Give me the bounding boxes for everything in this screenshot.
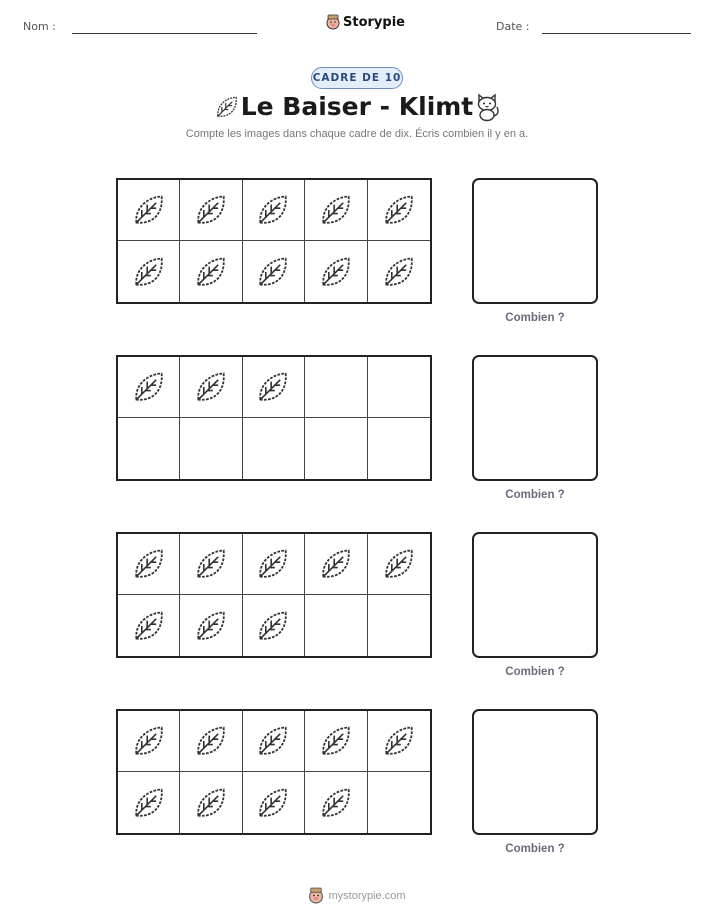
frame-cell	[368, 534, 430, 595]
frame-cell	[118, 534, 180, 595]
leaf-icon	[381, 192, 417, 228]
leaf-icon	[131, 192, 167, 228]
frame-cell	[368, 595, 430, 656]
leaf-icon	[131, 723, 167, 759]
frame-cell	[305, 711, 367, 772]
ten-frame-2	[116, 355, 432, 481]
leaf-icon	[193, 785, 229, 821]
leaf-icon	[318, 723, 354, 759]
frame-cell	[180, 180, 242, 241]
count-prompt-1: Combien ?	[505, 312, 565, 324]
frame-cell	[180, 772, 242, 833]
answer-box-3[interactable]	[472, 532, 598, 658]
frame-cell	[180, 595, 242, 656]
leaf-icon	[381, 546, 417, 582]
count-prompt-3: Combien ?	[505, 666, 565, 678]
name-line[interactable]	[72, 33, 257, 34]
leaf-icon	[318, 192, 354, 228]
leaf-icon	[255, 785, 291, 821]
frame-cell	[180, 711, 242, 772]
date-label: Date :	[496, 20, 530, 33]
frame-cell	[118, 357, 180, 418]
frame-cell	[368, 418, 430, 479]
leaf-icon	[193, 608, 229, 644]
frame-cell	[368, 772, 430, 833]
leaf-icon	[193, 254, 229, 290]
leaf-icon	[255, 546, 291, 582]
leaf-icon	[381, 723, 417, 759]
frame-cell	[305, 241, 367, 302]
ten-frame-3	[116, 532, 432, 658]
leaf-icon	[131, 546, 167, 582]
pig-logo-icon	[326, 14, 340, 30]
frame-cell	[305, 534, 367, 595]
leaf-icon	[255, 723, 291, 759]
frame-cell	[243, 418, 305, 479]
frame-cell	[305, 418, 367, 479]
frame-cell	[243, 534, 305, 595]
answer-box-4[interactable]	[472, 709, 598, 835]
footer	[0, 887, 714, 904]
date-line[interactable]	[542, 33, 691, 34]
cat-icon	[473, 92, 501, 127]
footer-url: mystorypie.com	[328, 889, 406, 902]
frame-cell	[243, 711, 305, 772]
leaf-icon	[131, 608, 167, 644]
frame-cell	[368, 711, 430, 772]
answer-box-1[interactable]	[472, 178, 598, 304]
frame-cell	[118, 711, 180, 772]
leaf-icon	[193, 192, 229, 228]
frame-cell	[180, 357, 242, 418]
name-label: Nom :	[23, 20, 56, 33]
frame-cell	[305, 595, 367, 656]
frame-cell	[243, 180, 305, 241]
frame-cell	[180, 241, 242, 302]
frame-cell	[118, 772, 180, 833]
frame-cell	[180, 534, 242, 595]
leaf-icon	[193, 546, 229, 582]
frame-cell	[118, 595, 180, 656]
leaf-icon	[193, 723, 229, 759]
ten-frame-4	[116, 709, 432, 835]
pig-logo-icon	[308, 887, 324, 904]
leaf-icon	[131, 369, 167, 405]
answer-box-2[interactable]	[472, 355, 598, 481]
frame-cell	[305, 180, 367, 241]
leaf-icon	[255, 369, 291, 405]
page-title: Le Baiser - Klimt	[240, 92, 474, 121]
frame-cell	[368, 180, 430, 241]
leaf-icon	[255, 608, 291, 644]
leaf-icon	[193, 369, 229, 405]
ten-frame-1	[116, 178, 432, 304]
frame-cell	[118, 418, 180, 479]
count-prompt-2: Combien ?	[505, 489, 565, 501]
frame-cell	[243, 595, 305, 656]
frame-cell	[243, 357, 305, 418]
brand-logo	[326, 14, 405, 30]
frame-cell	[305, 357, 367, 418]
brand-name: Storypie	[343, 14, 405, 30]
leaf-icon	[131, 254, 167, 290]
leaf-icon	[318, 254, 354, 290]
instructions: Compte les images dans chaque cadre de dix. Écris combien il y en a.	[185, 128, 529, 140]
frame-cell	[118, 241, 180, 302]
leaf-icon	[318, 546, 354, 582]
frame-cell	[368, 241, 430, 302]
leaf-icon	[255, 192, 291, 228]
leaf-icon	[318, 785, 354, 821]
frame-cell	[180, 418, 242, 479]
frame-cell	[243, 241, 305, 302]
worksheet-type-badge: CADRE DE 10	[311, 67, 403, 89]
leaf-icon	[381, 254, 417, 290]
frame-cell	[368, 357, 430, 418]
leaf-icon	[131, 785, 167, 821]
leaf-icon	[255, 254, 291, 290]
frame-cell	[243, 772, 305, 833]
frame-cell	[305, 772, 367, 833]
count-prompt-4: Combien ?	[505, 843, 565, 855]
frame-cell	[118, 180, 180, 241]
